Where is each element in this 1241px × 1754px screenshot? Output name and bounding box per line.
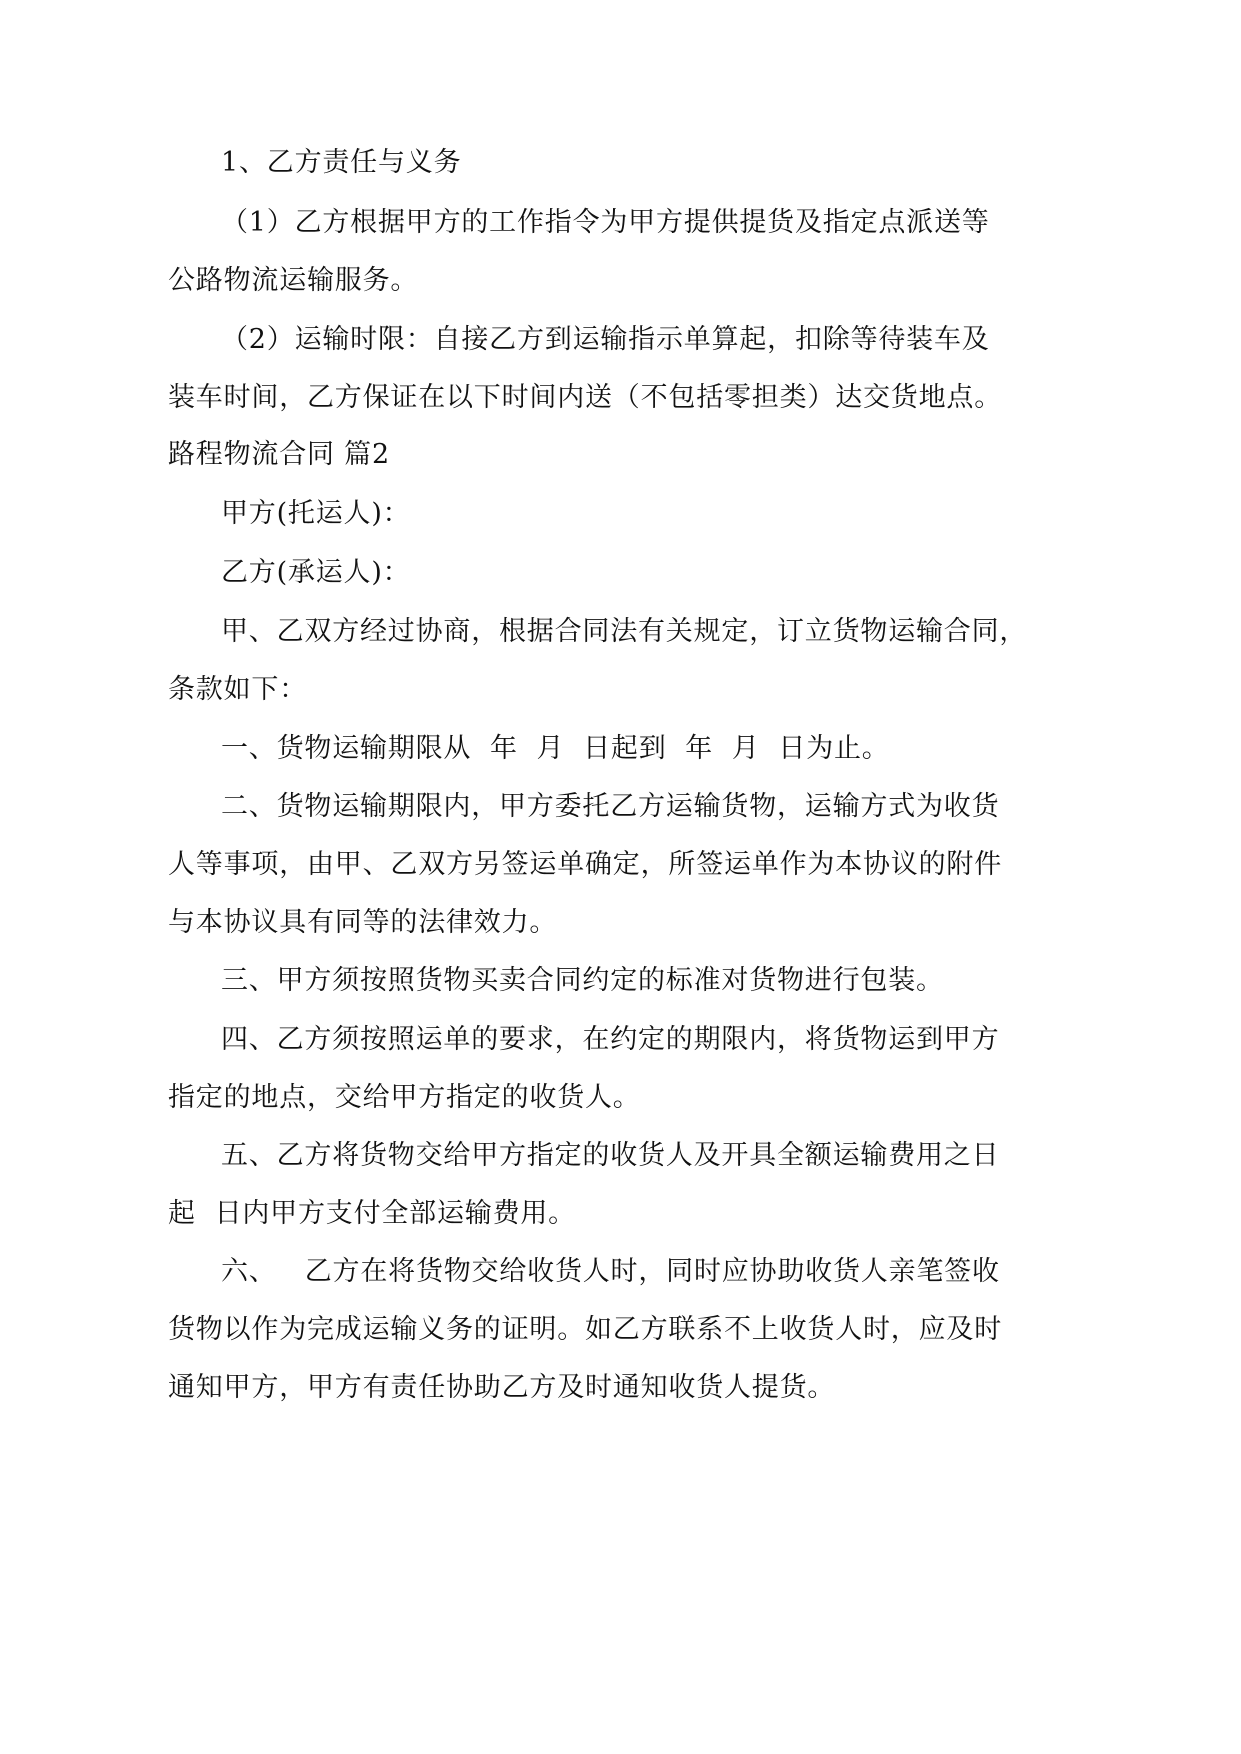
party-a-line: 甲方(托运人)： [221,498,411,529]
paragraph-line: 条款如下： [168,674,307,705]
clause-2: 二、货物运输期限内，甲方委托乙方运输货物，运输方式为收货 [221,791,1000,822]
paragraph-line: 人等事项，由甲、乙双方另签运单确定，所签运单作为本协议的附件 [168,849,1002,880]
clause-3: 三、甲方须按照货物买卖合同约定的标准对货物进行包装。 [221,965,944,996]
paragraph-line: （1）乙方根据甲方的工作指令为甲方提供提货及指定点派送等 [221,207,990,238]
clause-4: 四、乙方须按照运单的要求，在约定的期限内，将货物运到甲方 [221,1024,1000,1055]
paragraph-line: 通知甲方，甲方有责任协助乙方及时通知收货人提货。 [168,1372,836,1403]
clause-6: 六、 乙方在将货物交给收货人时，同时应协助收货人亲笔签收 [221,1256,1000,1287]
contract-title: 路程物流合同 篇2 [168,439,390,470]
clause-1: 一、货物运输期限从 年 月 日起到 年 月 日为止。 [221,733,890,764]
paragraph-line: 甲、乙双方经过协商，根据合同法有关规定，订立货物运输合同， [221,616,1028,647]
section-heading-party-b-duties: 1、乙方责任与义务 [221,147,462,178]
paragraph-line: 公路物流运输服务。 [168,265,419,296]
paragraph-line: 指定的地点，交给甲方指定的收货人。 [168,1082,641,1113]
paragraph-line: 与本协议具有同等的法律效力。 [168,907,558,938]
paragraph-line: 装车时间，乙方保证在以下时间内送（不包括零担类）达交货地点。 [168,382,1002,413]
paragraph-line: 货物以作为完成运输义务的证明。如乙方联系不上收货人时，应及时 [168,1314,1002,1345]
clause-5: 五、乙方将货物交给甲方指定的收货人及开具全额运输费用之日 [221,1140,1000,1171]
party-b-line: 乙方(承运人)： [221,557,411,588]
paragraph-line: 起 日内甲方支付全部运输费用。 [168,1198,576,1229]
paragraph-line: （2）运输时限：自接乙方到运输指示单算起，扣除等待装车及 [221,324,990,355]
